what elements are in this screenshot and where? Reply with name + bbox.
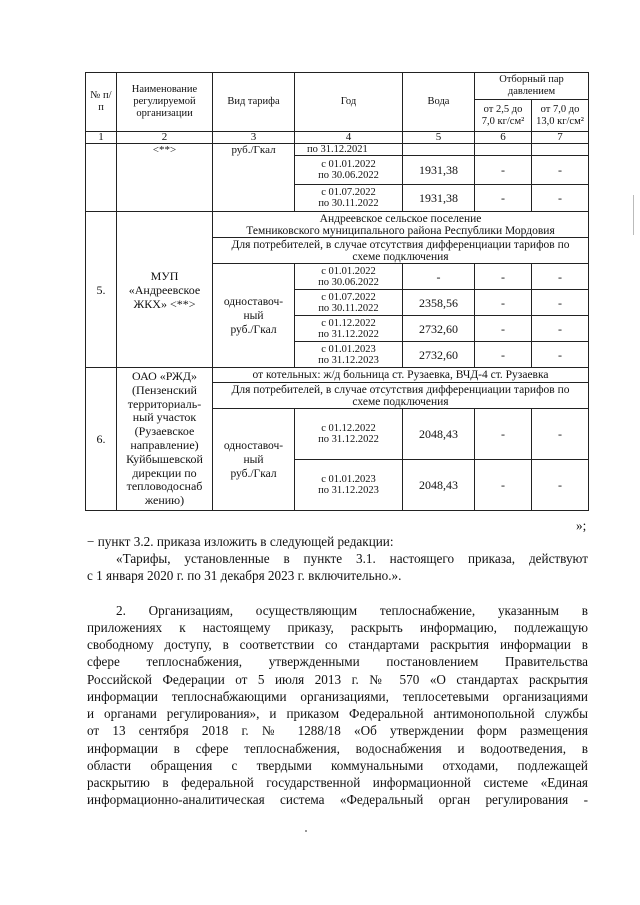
water-cell: 2048,43 xyxy=(403,409,475,460)
org-line: ный участок xyxy=(132,410,197,425)
steam-a-cell xyxy=(475,144,532,156)
period-to: по 31.12.2022 xyxy=(318,328,379,340)
paragraph-line: свободному доступу, в соответствии со стандартами раскрытия информации в xyxy=(87,637,588,652)
period-from: с 01.01.2023 xyxy=(321,343,376,355)
consumers-line: Для потребителей, в случае отсутствия дифференциации тарифов по xyxy=(231,238,570,251)
row-num-empty xyxy=(86,144,117,212)
tariff-cell: руб./Гкал xyxy=(213,144,295,212)
steam-b-cell: - xyxy=(532,290,589,316)
region-line: Темниковского муниципального района Республики Мордовия xyxy=(246,224,555,237)
period-cell xyxy=(295,185,403,212)
header-steam-b: от 7,0 до 13,0 кг/см² xyxy=(532,100,589,132)
period-from: с 01.07.2022 xyxy=(321,291,376,303)
tariff-line: ный xyxy=(243,309,264,322)
paragraph-line: области обращения с твердыми коммунальными отходами, подлежащей xyxy=(87,758,588,773)
scan-speck xyxy=(305,830,307,832)
steam-b-cell: - xyxy=(532,316,589,342)
header-org: Наименование регулируемой организации xyxy=(117,73,213,132)
row-num: 5. xyxy=(86,212,117,368)
steam-a-cell: - xyxy=(475,409,532,460)
water-cell: 1931,38 xyxy=(403,185,475,212)
water-cell: - xyxy=(403,264,475,290)
org-line: территориаль- xyxy=(127,396,202,411)
paragraph-line: Российской Федерации от 5 июля 2013 г. № 570 «О стандартах раскрытия xyxy=(87,672,588,687)
period-cell xyxy=(295,460,403,511)
period-cell xyxy=(295,264,403,290)
tariff-table xyxy=(85,72,589,511)
water-cell xyxy=(403,144,475,156)
org-line: тепловодоснаб xyxy=(126,479,203,494)
period-to: по 31.12.2023 xyxy=(318,354,379,366)
region-line: Андреевское сельское поселение xyxy=(319,212,482,225)
column-number: 7 xyxy=(532,132,589,144)
column-number: 3 xyxy=(213,132,295,144)
column-number: 5 xyxy=(403,132,475,144)
period-to: по 30.11.2022 xyxy=(318,198,379,209)
quote-line: с 1 января 2020 г. по 31 декабря 2023 г. включительно.». xyxy=(87,568,402,583)
org-line: жению) xyxy=(144,493,185,508)
table-row xyxy=(86,212,589,238)
paragraph-line: и органами регулирования», и приказом Федеральной антимонопольной службы xyxy=(87,706,588,721)
header-steam-a: от 2,5 до 7,0 кг/см² xyxy=(475,100,532,132)
consumers-cell xyxy=(213,383,589,409)
column-number: 4 xyxy=(295,132,403,144)
consumers-line: Для потребителей, в случае отсутствия дифференциации тарифов по xyxy=(231,383,570,396)
org-line: дирекции по xyxy=(132,465,197,480)
paragraph-line: от 13 сентября 2018 г. № 1288/18 «Об утверждении форм размещения xyxy=(87,723,588,738)
column-number: 6 xyxy=(475,132,532,144)
quote-line: «Тарифы, установленные в пункте 3.1. настоящего приказа, действуют xyxy=(116,551,588,566)
org-cell: МУП «Андреевское ЖКХ» <**> xyxy=(117,212,213,368)
org-cell: <**> xyxy=(117,144,213,212)
tariff-line: одноставоч- xyxy=(223,439,284,452)
tariff-line: руб./Гкал xyxy=(230,467,277,480)
source-cell: от котельных: ж/д больница ст. Рузаевка, ВЧД-4 ст. Рузаевка xyxy=(213,368,589,383)
steam-b-cell: - xyxy=(532,409,589,460)
period-to: по 30.11.2022 xyxy=(318,302,379,314)
period-cell xyxy=(295,342,403,368)
steam-b-cell xyxy=(532,144,589,156)
tariff-cell xyxy=(213,409,295,511)
steam-a-cell: - xyxy=(475,342,532,368)
item-line: − пункт 3.2. приказа изложить в следующей редакции: xyxy=(87,534,394,549)
period-from: с 01.12.2022 xyxy=(321,423,376,434)
period-to: по 31.12.2022 xyxy=(318,434,379,445)
period-to: по 30.06.2022 xyxy=(318,276,379,288)
header-tariff-type: Вид тарифа xyxy=(213,73,295,132)
period-cell xyxy=(295,409,403,460)
table-row xyxy=(86,144,589,156)
header-num: № п/п xyxy=(86,73,117,132)
org-line: ОАО «РЖД» xyxy=(132,369,197,384)
org-cell xyxy=(117,368,213,511)
period-to: по 31.12.2023 xyxy=(318,485,379,496)
steam-a-cell: - xyxy=(475,460,532,511)
column-number-row xyxy=(86,132,589,144)
row-num: 6. xyxy=(86,368,117,511)
consumers-cell xyxy=(213,238,589,264)
steam-b-cell: - xyxy=(532,185,589,212)
header-year: Год xyxy=(295,73,403,132)
column-number: 2 xyxy=(117,132,213,144)
paragraph-line: приложениях к настоящему приказу, раскрыть информацию, подлежащую xyxy=(87,620,588,635)
water-cell: 2358,56 xyxy=(403,290,475,316)
consumers-line: схеме подключения xyxy=(352,395,449,408)
period-from: с 01.07.2022 xyxy=(321,187,376,198)
water-cell: 2732,60 xyxy=(403,342,475,368)
paragraph-line: сфере теплоснабжения, утвержденными постановлением Правительства xyxy=(87,654,588,669)
org-line: (Пензенский xyxy=(132,382,197,397)
consumers-line: схеме подключения xyxy=(352,250,449,263)
steam-b-cell: - xyxy=(532,156,589,185)
period-to: по 30.06.2022 xyxy=(318,170,379,181)
table-header-row xyxy=(86,73,589,100)
org-line: Куйбышевской xyxy=(126,451,203,466)
steam-b-cell: - xyxy=(532,460,589,511)
period-cell xyxy=(295,290,403,316)
table-row xyxy=(86,368,589,383)
period-cell: по 31.12.2021 xyxy=(295,144,403,156)
tariff-cell xyxy=(213,264,295,368)
water-cell: 1931,38 xyxy=(403,156,475,185)
water-cell: 2732,60 xyxy=(403,316,475,342)
period-cell xyxy=(295,156,403,185)
tariff-line: руб./Гкал xyxy=(230,323,277,336)
paragraph-line: раскрытию в федеральной государственной информационной системе «Единая xyxy=(87,775,588,790)
steam-a-cell: - xyxy=(475,290,532,316)
closing-quote: »; xyxy=(576,518,587,533)
period-from: с 01.12.2022 xyxy=(321,317,376,329)
header-steam: Отборный пар давлением xyxy=(475,73,589,100)
water-cell: 2048,43 xyxy=(403,460,475,511)
paragraph-line: информации теплоснабжающими организациями, теплосетевыми организациями xyxy=(87,689,588,704)
steam-a-cell: - xyxy=(475,264,532,290)
region-cell xyxy=(213,212,589,238)
paragraph-line: информации в сфере теплоснабжения, водоснабжения и водоотведения, в xyxy=(87,741,588,756)
tariff-line: одноставоч- xyxy=(223,295,284,308)
steam-a-cell: - xyxy=(475,185,532,212)
period-from: с 01.01.2023 xyxy=(321,474,376,485)
paragraph-line: информационно-аналитическая система «Федеральный орган регулирования - xyxy=(87,792,588,807)
column-number: 1 xyxy=(86,132,117,144)
tariff-line: ный xyxy=(243,453,264,466)
paragraph-line: 2. Организациям, осуществляющим теплоснабжение, указанным в xyxy=(116,603,588,618)
period-cell xyxy=(295,316,403,342)
period-from: с 01.01.2022 xyxy=(321,265,376,277)
header-water: Вода xyxy=(403,73,475,132)
steam-a-cell: - xyxy=(475,316,532,342)
period-from: с 01.01.2022 xyxy=(321,159,376,170)
steam-b-cell: - xyxy=(532,264,589,290)
steam-b-cell: - xyxy=(532,342,589,368)
margin-mark xyxy=(633,195,634,235)
org-line: (Рузаевское xyxy=(134,424,195,439)
org-line: направление) xyxy=(130,438,199,452)
steam-a-cell: - xyxy=(475,156,532,185)
